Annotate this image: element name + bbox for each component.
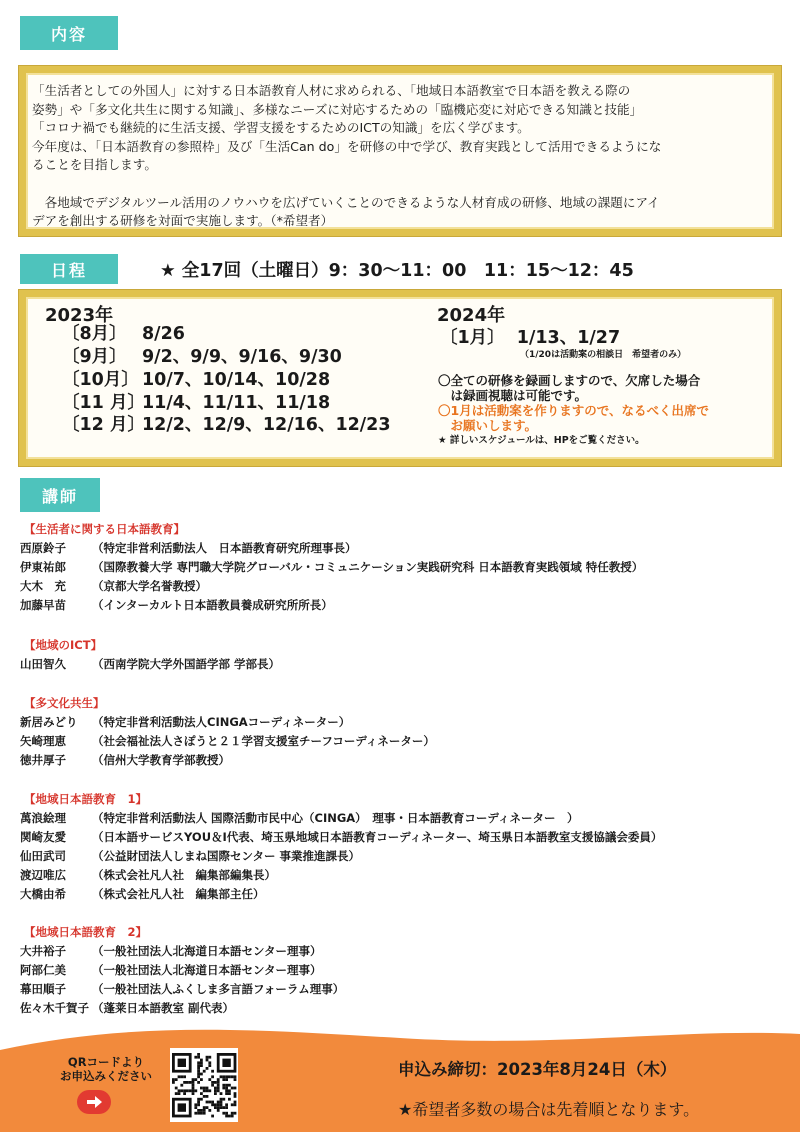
schedule-month: 〔10月〕 — [62, 370, 139, 390]
instructor-name: 佐々木千賀子 — [20, 1001, 89, 1015]
schedule-month: 〔8月〕 — [62, 324, 127, 344]
application-deadline: 申込み締切：2023年8月24日（木） — [398, 1060, 677, 1079]
instructor-name: 山田智久 — [20, 657, 66, 671]
instructor-affiliation: （公益財団法人しまね国際センター 事業推進課長） — [92, 849, 361, 863]
content-line: 姿勢」や「多文化共生に関する知識」、多様なニーズに対応するための「臨機応変に対応できる知識と技能」 — [32, 101, 643, 117]
instructor-row — [20, 809, 579, 827]
instructor-row — [20, 980, 344, 998]
schedule-2024-dates: 1/13、1/27 — [516, 328, 621, 348]
content-section-label: 内容 — [20, 16, 118, 50]
schedule-2024-row — [440, 324, 620, 349]
instructor-group-title: 【地域のICT】 — [24, 638, 103, 652]
schedule-dates: 11/4、11/11、11/18 — [142, 393, 331, 413]
instructor-name: 幕田順子 — [20, 982, 66, 996]
content-line: 各地域でデジタルツール活用のノウハウを広げていくことのできるような人材育成の研修、地域の課題にアイ — [32, 194, 660, 210]
content-body — [32, 82, 772, 231]
instructor-affiliation: （京都大学名誉教授） — [92, 579, 207, 593]
schedule-dates: 10/7、10/14、10/28 — [142, 370, 331, 390]
instructor-row — [20, 596, 333, 614]
instructor-name: 関崎友愛 — [20, 830, 66, 844]
instructor-name: 伊東祐郎 — [20, 560, 66, 574]
notice-january-1: 〇1月は活動案を作りますので、なるべく出席で — [438, 403, 709, 418]
instructor-row — [20, 539, 357, 557]
instructor-name: 大木 充 — [20, 579, 66, 593]
instructors-section-label: 講師 — [20, 478, 100, 512]
schedule-dates: 9/2、9/9、9/16、9/30 — [142, 347, 342, 367]
content-line: デアを創出する研修を対面で実施します。（*希望者） — [32, 213, 334, 229]
qr-caption-line-2: お申込みください — [60, 1069, 152, 1083]
instructor-name: 仙田武司 — [20, 849, 66, 863]
schedule-headline: ★ 全17回（土曜日）9：30〜11：00 11：15〜12：45 — [160, 261, 634, 281]
instructor-affiliation: （特定非営利活動法人CINGAコーディネーター） — [92, 715, 351, 729]
instructor-affiliation: （株式会社凡人社 編集部編集長） — [92, 868, 276, 882]
instructor-row — [20, 577, 207, 595]
instructor-affiliation: （一般社団法人ふくしま多言語フォーラム理事） — [92, 982, 345, 996]
instructor-group-title: 【多文化共生】 — [24, 696, 105, 710]
schedule-2023-row — [62, 323, 185, 345]
instructor-name: 萬浪絵理 — [20, 811, 66, 825]
schedule-2024-month: 〔1月〕 — [440, 328, 505, 348]
qr-caption — [52, 1055, 160, 1083]
schedule-month: 〔9月〕 — [62, 347, 127, 367]
instructor-row — [20, 713, 350, 731]
notice-january-2: お願いします。 — [438, 418, 538, 433]
arrow-right-icon[interactable] — [77, 1090, 111, 1114]
schedule-2023-row — [62, 369, 330, 391]
instructor-name: 新居みどり — [20, 715, 78, 729]
instructor-affiliation: （信州大学教育学部教授） — [92, 753, 230, 767]
instructor-row — [20, 885, 265, 903]
instructor-row — [20, 655, 280, 673]
instructor-row — [20, 999, 234, 1017]
instructor-name: 加藤早苗 — [20, 598, 66, 612]
schedule-section-label: 日程 — [20, 254, 118, 284]
schedule-dates: 12/2、12/9、12/16、12/23 — [142, 415, 391, 435]
instructor-name: 大橋由希 — [20, 887, 66, 901]
instructor-affiliation: （特定非営利活動法人 日本語教育研究所理事長） — [92, 541, 357, 555]
instructor-name: 徳井厚子 — [20, 753, 66, 767]
instructor-row — [20, 942, 322, 960]
first-come-notice: ★希望者多数の場合は先着順となります。 — [398, 1100, 700, 1119]
instructor-row — [20, 866, 276, 884]
qr-code[interactable] — [170, 1048, 238, 1122]
instructor-row — [20, 732, 435, 750]
instructor-affiliation: （株式会社凡人社 編集部主任） — [92, 887, 265, 901]
schedule-2023-row — [62, 392, 330, 414]
notice-recording-2: は録画視聴は可能です。 — [438, 388, 588, 403]
schedule-month: 〔12 月〕 — [62, 415, 145, 435]
content-line: ることを目指します。 — [32, 157, 157, 173]
schedule-month: 〔11 月〕 — [62, 393, 145, 413]
instructor-name: 阿部仁美 — [20, 963, 66, 977]
instructor-name: 渡辺唯広 — [20, 868, 66, 882]
instructor-row — [20, 961, 322, 979]
content-line: 「生活者としての外国人」に対する日本語教育人材に求められる、「地域日本語教室で日本語を教える際の — [32, 83, 631, 98]
instructor-name: 西原鈴子 — [20, 541, 66, 555]
qr-caption-line-1: QRコードより — [67, 1055, 145, 1069]
instructor-affiliation: （日本語サービスYOU＆I代表、埼玉県地域日本語教育コーディネーター、埼玉県日本語教室支援協議会委員） — [92, 830, 663, 844]
schedule-2023-row — [62, 346, 342, 368]
content-line: 「コロナ禍でも継続的に生活支援、学習支援をするためのICTの知識」を広く学びます。 — [32, 120, 530, 136]
year-2023: 2023年 — [45, 305, 114, 326]
instructor-row — [20, 751, 230, 769]
instructor-row — [20, 558, 643, 576]
instructor-affiliation: （一般社団法人北海道日本語センター理事） — [92, 944, 322, 958]
instructor-affiliation: （インターカルト日本語教員養成研究所所長） — [92, 598, 333, 612]
schedule-2024-note: （1/20は活動案の相談日 希望者のみ） — [520, 350, 687, 360]
instructor-row — [20, 847, 360, 865]
instructor-affiliation: （蓬莱日本語教室 副代表） — [92, 1001, 235, 1015]
instructor-affiliation: （特定非営利活動法人 国際活動市民中心（CINGA） 理事・日本語教育コーディネーター ） — [92, 811, 579, 825]
year-2024: 2024年 — [437, 305, 506, 326]
instructor-affiliation: （西南学院大学外国語学部 学部長） — [92, 657, 281, 671]
schedule-2023-row — [62, 414, 391, 436]
instructor-affiliation: （社会福祉法人さぽうと２１学習支援室チーフコーディネーター） — [92, 734, 435, 748]
content-line: 今年度は、「日本語教育の参照枠」及び「生活Can do」を研修の中で学び、教育実践として活用できるようにな — [32, 138, 662, 154]
instructor-group-title: 【地域日本語教育 2】 — [24, 925, 148, 939]
instructor-row — [20, 828, 662, 846]
notice-recording-1: 〇全ての研修を録画しますので、欠席した場合 — [438, 373, 701, 388]
instructor-name: 矢崎理恵 — [20, 734, 66, 748]
schedule-dates: 8/26 — [142, 324, 185, 344]
instructor-group-title: 【地域日本語教育 1】 — [24, 792, 148, 806]
instructor-affiliation: （一般社団法人北海道日本語センター理事） — [92, 963, 322, 977]
notice-website: ★ 詳しいスケジュールは、HPをご覧ください。 — [438, 435, 645, 446]
instructor-group-title: 【生活者に関する日本語教育】 — [24, 522, 185, 536]
instructor-name: 大井裕子 — [20, 944, 66, 958]
instructor-affiliation: （国際教養大学 専門職大学院グローバル・コミュニケーション実践研究科 日本語教育実践領域 特任教授） — [92, 560, 644, 574]
content-line — [32, 175, 772, 194]
